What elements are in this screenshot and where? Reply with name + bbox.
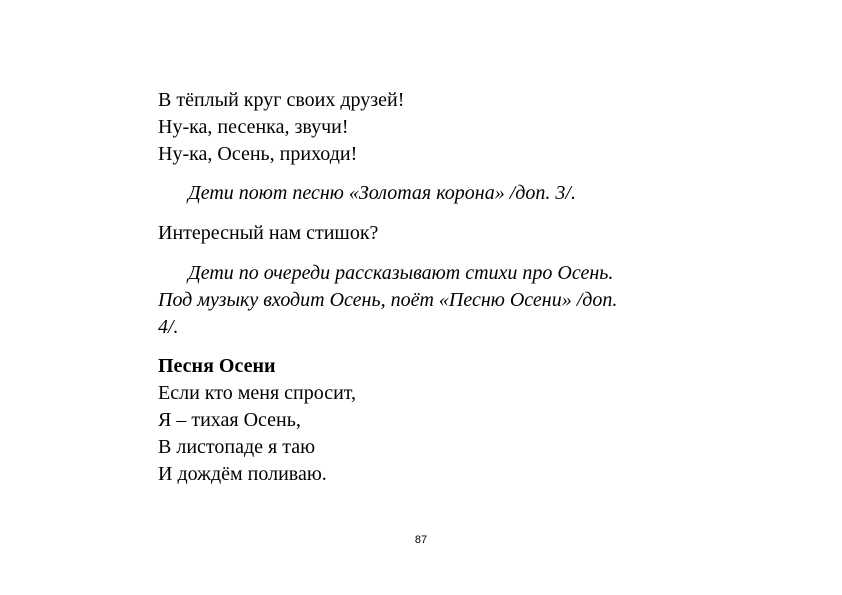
stage-direction: Под музыку входит Осень, поёт «Песню Осени» /доп.	[158, 289, 618, 311]
song-line: Я – тихая Осень,	[158, 409, 301, 431]
stage-direction: Дети поют песню «Золотая корона» /доп. 3/.	[188, 182, 576, 204]
song-line: Если кто меня спросит,	[158, 382, 357, 404]
stage-direction: 4/.	[158, 316, 179, 338]
song-line: В листопаде я таю	[158, 436, 316, 458]
stage-direction: Дети по очереди рассказывают стихи про Осень.	[188, 262, 614, 284]
song-title: Песня Осени	[158, 355, 276, 377]
song-line: И дождём поливаю.	[158, 463, 327, 485]
verse-line: Ну-ка, песенка, звучи!	[158, 116, 349, 138]
verse-line: Интересный нам стишок?	[158, 222, 379, 244]
verse-line: Ну-ка, Осень, приходи!	[158, 143, 358, 165]
page-number: 87	[414, 534, 428, 546]
verse-line: В тёплый круг своих друзей!	[158, 89, 405, 111]
